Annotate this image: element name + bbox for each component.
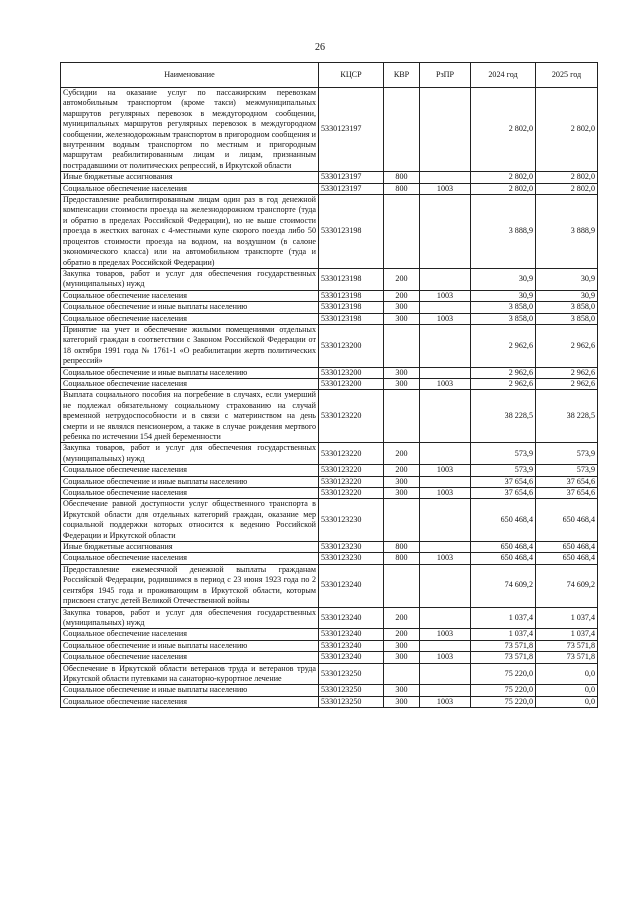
cell-kcsr: 5330123220 [319,476,384,487]
cell-2025: 2 962,6 [536,367,598,378]
cell-kvr [384,663,420,685]
cell-2024: 30,9 [471,290,536,301]
table-row [61,367,598,378]
cell-name: Обеспечение в Иркутской области ветеранов труда и ветеранов труда Иркутской области путевками на санаторно-курортное лечение [61,663,319,685]
table-row [61,685,598,696]
cell-2024: 38 228,5 [471,390,536,443]
cell-rzpr: 1003 [420,629,471,640]
cell-kvr: 300 [384,488,420,499]
cell-kcsr: 5330123198 [319,302,384,313]
cell-kcsr: 5330123250 [319,685,384,696]
cell-2025: 650 468,4 [536,542,598,553]
cell-kvr [384,564,420,607]
cell-2024: 37 654,6 [471,488,536,499]
cell-2025: 2 962,6 [536,324,598,367]
cell-2024: 75 220,0 [471,663,536,685]
cell-kvr: 300 [384,378,420,389]
cell-rzpr [420,367,471,378]
cell-kcsr: 5330123230 [319,553,384,564]
cell-kcsr: 5330123240 [319,607,384,629]
cell-rzpr [420,685,471,696]
cell-2025: 2 962,6 [536,378,598,389]
cell-rzpr [420,607,471,629]
cell-kcsr: 5330123220 [319,390,384,443]
cell-name: Закупка товаров, работ и услуг для обеспечения государственных (муниципальных) нужд [61,607,319,629]
table-row [61,542,598,553]
cell-rzpr [420,88,471,172]
cell-2025: 1 037,4 [536,629,598,640]
cell-kcsr: 5330123198 [319,195,384,269]
cell-name: Социальное обеспечение населения [61,696,319,707]
cell-rzpr [420,324,471,367]
cell-kcsr: 5330123230 [319,542,384,553]
cell-name: Социальное обеспечение населения [61,378,319,389]
cell-rzpr: 1003 [420,652,471,663]
cell-name: Иные бюджетные ассигнования [61,172,319,183]
cell-rzpr: 1003 [420,553,471,564]
cell-2025: 650 468,4 [536,499,598,542]
cell-name: Социальное обеспечение и иные выплаты населению [61,640,319,651]
cell-kcsr: 5330123250 [319,663,384,685]
cell-kvr: 200 [384,465,420,476]
cell-name: Социальное обеспечение и иные выплаты населению [61,685,319,696]
cell-2024: 3 888,9 [471,195,536,269]
cell-name: Социальное обеспечение населения [61,652,319,663]
cell-2025: 1 037,4 [536,607,598,629]
cell-2024: 573,9 [471,443,536,465]
cell-2024: 2 802,0 [471,183,536,194]
cell-2024: 74 609,2 [471,564,536,607]
cell-kvr: 200 [384,607,420,629]
cell-kvr [384,324,420,367]
cell-rzpr [420,499,471,542]
cell-name: Выплата социального пособия на погребение в случаях, если умерший не подлежал обязательному социальному страхованию на случай временной нетрудоспособности и в связи с материнством на день смерти и не являлся пенсионером, а также в случае рождения мертвого ребенка по истечении 154 дней беременности [61,390,319,443]
cell-2024: 2 802,0 [471,88,536,172]
cell-2024: 2 802,0 [471,172,536,183]
cell-2025: 2 802,0 [536,183,598,194]
cell-rzpr [420,564,471,607]
table-row [61,564,598,607]
cell-kvr: 800 [384,172,420,183]
cell-2024: 1 037,4 [471,607,536,629]
table-row [61,696,598,707]
table-row [61,465,598,476]
cell-kvr: 300 [384,367,420,378]
cell-name: Социальное обеспечение и иные выплаты населению [61,302,319,313]
cell-name: Социальное обеспечение и иные выплаты населению [61,367,319,378]
cell-kcsr: 5330123198 [319,313,384,324]
table-row [61,313,598,324]
cell-rzpr [420,302,471,313]
cell-2025: 0,0 [536,663,598,685]
table-row [61,324,598,367]
cell-kvr: 800 [384,542,420,553]
cell-2024: 650 468,4 [471,542,536,553]
table-row [61,499,598,542]
cell-2024: 2 962,6 [471,367,536,378]
table-row [61,290,598,301]
cell-2025: 73 571,8 [536,652,598,663]
cell-kcsr: 5330123197 [319,183,384,194]
table-row [61,476,598,487]
cell-name: Иные бюджетные ассигнования [61,542,319,553]
cell-name: Социальное обеспечение населения [61,313,319,324]
cell-kvr: 200 [384,268,420,290]
table-row [61,268,598,290]
cell-2025: 30,9 [536,290,598,301]
budget-table [60,62,598,708]
cell-kcsr: 5330123240 [319,640,384,651]
cell-2025: 573,9 [536,443,598,465]
table-row [61,652,598,663]
cell-2025: 0,0 [536,685,598,696]
cell-2025: 3 888,9 [536,195,598,269]
cell-kcsr: 5330123240 [319,652,384,663]
cell-kvr: 300 [384,476,420,487]
cell-2024: 2 962,6 [471,324,536,367]
cell-2025: 73 571,8 [536,640,598,651]
header-name: Наименование [61,63,319,88]
table-row [61,195,598,269]
cell-2024: 73 571,8 [471,652,536,663]
table-row [61,663,598,685]
cell-kvr [384,499,420,542]
cell-rzpr [420,443,471,465]
cell-kvr [384,88,420,172]
cell-name: Обеспечение равной доступности услуг общественного транспорта в Иркутской области для отдельных категорий граждан, оказание мер социальной поддержки которых относится к ведению Российской Федерации и Иркутской области [61,499,319,542]
table-row [61,378,598,389]
cell-2025: 3 858,0 [536,313,598,324]
cell-name: Социальное обеспечение населения [61,629,319,640]
header-year-2025: 2025 год [536,63,598,88]
table-row [61,488,598,499]
header-rzpr: РзПР [420,63,471,88]
cell-rzpr [420,268,471,290]
cell-rzpr: 1003 [420,378,471,389]
header-year-2024: 2024 год [471,63,536,88]
cell-2025: 37 654,6 [536,476,598,487]
header-kcsr: КЦСР [319,63,384,88]
cell-2024: 650 468,4 [471,553,536,564]
cell-rzpr [420,476,471,487]
cell-2024: 73 571,8 [471,640,536,651]
cell-kvr: 300 [384,652,420,663]
cell-kcsr: 5330123230 [319,499,384,542]
table-row [61,607,598,629]
cell-kcsr: 5330123240 [319,629,384,640]
cell-kvr [384,195,420,269]
cell-name: Социальное обеспечение населения [61,290,319,301]
cell-name: Принятие на учет и обеспечение жилыми помещениями отдельных категорий граждан в соответствии с Законом Российской Федерации от 18 октября 1991 года № 1761-1 «О реабилитации жертв политических репрессий» [61,324,319,367]
table-header-row [61,63,598,88]
cell-rzpr [420,390,471,443]
cell-2024: 30,9 [471,268,536,290]
cell-kvr: 300 [384,685,420,696]
cell-name: Социальное обеспечение населения [61,488,319,499]
cell-2024: 37 654,6 [471,476,536,487]
cell-2025: 0,0 [536,696,598,707]
cell-2024: 650 468,4 [471,499,536,542]
cell-name: Социальное обеспечение населения [61,465,319,476]
cell-2025: 2 802,0 [536,172,598,183]
cell-kcsr: 5330123198 [319,268,384,290]
cell-kvr: 200 [384,290,420,301]
cell-rzpr: 1003 [420,183,471,194]
cell-rzpr [420,172,471,183]
cell-2025: 573,9 [536,465,598,476]
page-number: 26 [315,42,325,53]
cell-kcsr: 5330123220 [319,488,384,499]
cell-name: Социальное обеспечение населения [61,553,319,564]
table-row [61,183,598,194]
cell-2024: 2 962,6 [471,378,536,389]
cell-kcsr: 5330123200 [319,367,384,378]
cell-kvr: 300 [384,696,420,707]
cell-kvr: 200 [384,443,420,465]
cell-rzpr: 1003 [420,488,471,499]
cell-2025: 650 468,4 [536,553,598,564]
table-row [61,640,598,651]
cell-2025: 74 609,2 [536,564,598,607]
cell-rzpr [420,640,471,651]
header-kvr: КВР [384,63,420,88]
cell-kvr: 300 [384,313,420,324]
table-row [61,390,598,443]
cell-rzpr [420,663,471,685]
cell-kvr: 800 [384,553,420,564]
cell-kvr [384,390,420,443]
table-row [61,172,598,183]
cell-kvr: 300 [384,640,420,651]
cell-2025: 37 654,6 [536,488,598,499]
cell-kcsr: 5330123220 [319,465,384,476]
cell-kcsr: 5330123250 [319,696,384,707]
cell-2024: 3 858,0 [471,313,536,324]
cell-kcsr: 5330123198 [319,290,384,301]
cell-kvr: 800 [384,183,420,194]
cell-2024: 75 220,0 [471,685,536,696]
cell-rzpr: 1003 [420,290,471,301]
cell-kcsr: 5330123240 [319,564,384,607]
cell-2025: 30,9 [536,268,598,290]
cell-rzpr: 1003 [420,465,471,476]
cell-kvr: 300 [384,302,420,313]
table-row [61,553,598,564]
cell-name: Закупка товаров, работ и услуг для обеспечения государственных (муниципальных) нужд [61,268,319,290]
table-row [61,443,598,465]
cell-kcsr: 5330123197 [319,172,384,183]
cell-kcsr: 5330123200 [319,378,384,389]
cell-name: Социальное обеспечение и иные выплаты населению [61,476,319,487]
cell-name: Социальное обеспечение населения [61,183,319,194]
cell-name: Предоставление ежемесячной денежной выплаты гражданам Российской Федерации, родившимся в период с 23 июня 1923 года по 2 сентября 1945 года и проживающим в Иркутской области, которым присвоен статус детей Великой Отечественной войны [61,564,319,607]
cell-kcsr: 5330123220 [319,443,384,465]
cell-rzpr [420,195,471,269]
table-row [61,629,598,640]
cell-2024: 75 220,0 [471,696,536,707]
cell-name: Субсидии на оказание услуг по пассажирским перевозкам автомобильным транспортом (кроме такси) межмуниципальных маршрутов регулярных перевозок в междугородном сообщении, муниципальных маршрутов регулярных перевозок в междугородном сообщении, железнодорожным транспортом в пригородном сообщения и внутренним водным транспортом по местным и пригородным маршрутам реабилитированным лицам и лицам, признанным пострадавшими от политических репрессий, в Иркутской области [61,88,319,172]
cell-2025: 38 228,5 [536,390,598,443]
cell-rzpr [420,542,471,553]
cell-2025: 3 858,0 [536,302,598,313]
cell-2024: 573,9 [471,465,536,476]
cell-kcsr: 5330123197 [319,88,384,172]
cell-2025: 2 802,0 [536,88,598,172]
cell-kcsr: 5330123200 [319,324,384,367]
cell-name: Предоставление реабилитированным лицам один раз в год денежной компенсации стоимости проезда на железнодорожном транспорте (туда и обратно в пределах Российской Федерации), но не выше стоимости проезда в жестких вагонах с 4-местными купе скорого поезда либо 50 процентов стоимости проезда на водном, на воздушном (в салоне экономического класса) или на автомобильном транспорте (туда и обратно в пределах Российской Федерации) [61,195,319,269]
cell-kvr: 200 [384,629,420,640]
cell-rzpr: 1003 [420,696,471,707]
cell-2024: 1 037,4 [471,629,536,640]
cell-2024: 3 858,0 [471,302,536,313]
table-row [61,302,598,313]
cell-name: Закупка товаров, работ и услуг для обеспечения государственных (муниципальных) нужд [61,443,319,465]
cell-rzpr: 1003 [420,313,471,324]
table-row [61,88,598,172]
